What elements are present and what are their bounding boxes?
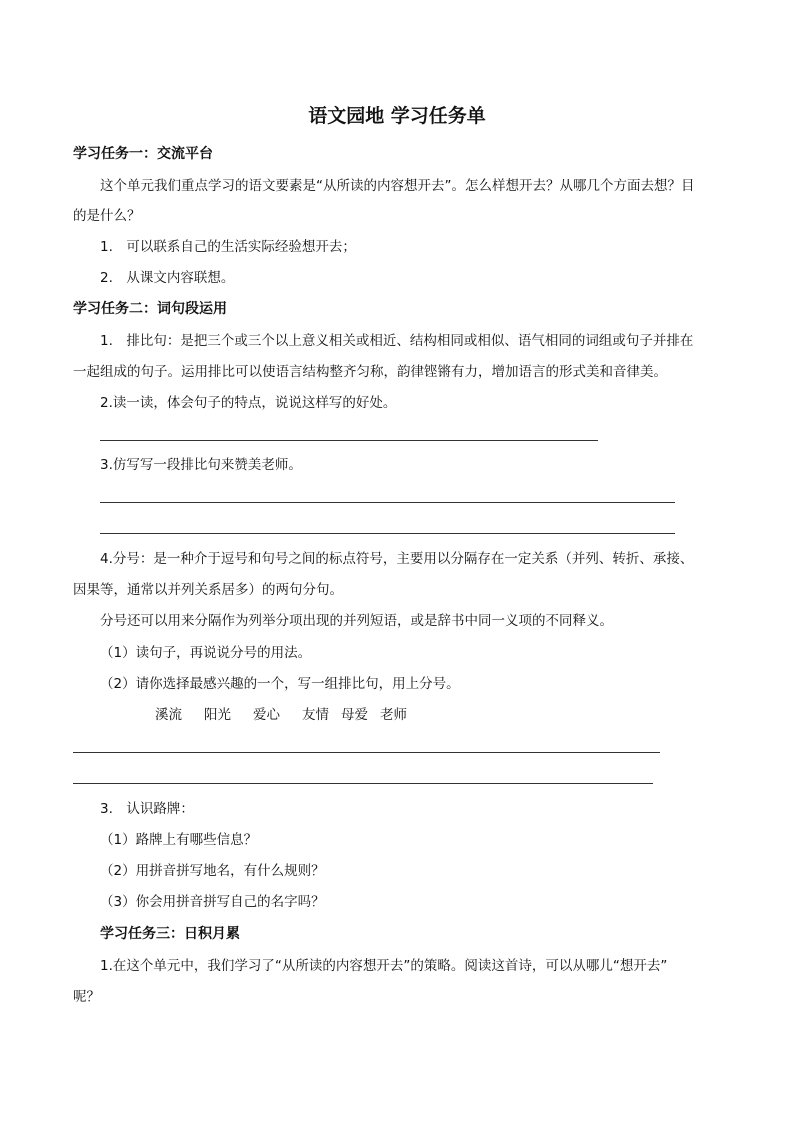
task1-para-line1: 这个单元我们重点学习的语文要素是“从所读的内容想开去”。怎么样想开去？从哪几个方面去想？目 [100, 178, 695, 194]
answer-line[interactable] [73, 752, 660, 753]
word-choice: 阳光 [204, 707, 231, 723]
answer-line[interactable] [100, 502, 675, 503]
word-choice: 母爱 [341, 707, 368, 723]
task1-item-1: 1. 可以联系自己的生活实际经验想开去； [100, 239, 356, 255]
task1-item-2: 2. 从课文内容联想。 [100, 270, 235, 286]
page-title: 语文园地 学习任务单 [308, 105, 486, 127]
task1-para-line2: 的是什么？ [73, 208, 141, 224]
task2-question-2: （2）请你选择最感兴趣的一个，写一组排比句，用上分号。 [100, 676, 460, 692]
task3-para1-line1: 1.在这个单元中，我们学习了“从所读的内容想开去”的策略。阅读这首诗，可以从哪儿“想开去” [100, 958, 668, 974]
task2-para6: 3. 认识路牌： [100, 801, 194, 817]
task2-para3: 3.仿写写一段排比句来赞美老师。 [100, 457, 302, 473]
task2-question-1: （1）读句子，再说说分号的用法。 [100, 645, 312, 661]
task2-para1-line2: 一起组成的句子。运用排比可以使语言结构整齐匀称，韵律铿锵有力，增加语言的形式美和音律美。 [73, 364, 667, 380]
answer-line[interactable] [100, 533, 675, 534]
word-choice: 友情 [302, 707, 329, 723]
task2-sign-question-3: （3）你会用拼音拼写自己的名字吗？ [100, 894, 325, 910]
word-choice: 老师 [380, 707, 407, 723]
word-choice: 溪流 [155, 707, 182, 723]
task2-para2: 2.读一读，体会句子的特点，说说这样写的好处。 [100, 395, 397, 411]
word-choice: 爱心 [253, 707, 280, 723]
task2-heading: 学习任务二：词句段运用 [73, 301, 227, 317]
answer-line[interactable] [100, 440, 598, 441]
task2-para5: 分号还可以用来分隔作为列举分项出现的并列短语，或是辞书中同一义项的不同释义。 [100, 613, 613, 629]
task2-para4-line1: 4.分号：是一种介于逗号和句号之间的标点符号，主要用以分隔存在一定关系（并列、转折、承接、 [100, 551, 694, 567]
task2-sign-question-1: （1）路牌上有哪些信息？ [100, 832, 258, 848]
task2-sign-question-2: （2）用拼音拼写地名，有什么规则？ [100, 863, 325, 879]
task1-heading: 学习任务一：交流平台 [73, 146, 213, 162]
answer-line[interactable] [73, 783, 653, 784]
task2-para4-line2: 因果等，通常以并列关系居多）的两句分句。 [73, 582, 343, 598]
task2-para1-line1: 1. 排比句：是把三个或三个以上意义相关或相近、结构相同或相似、语气相同的词组或句子并排在 [100, 333, 694, 349]
task3-heading: 学习任务三：日积月累 [100, 926, 240, 942]
word-choices [155, 705, 429, 725]
task3-para1-line2: 呢？ [73, 989, 100, 1005]
